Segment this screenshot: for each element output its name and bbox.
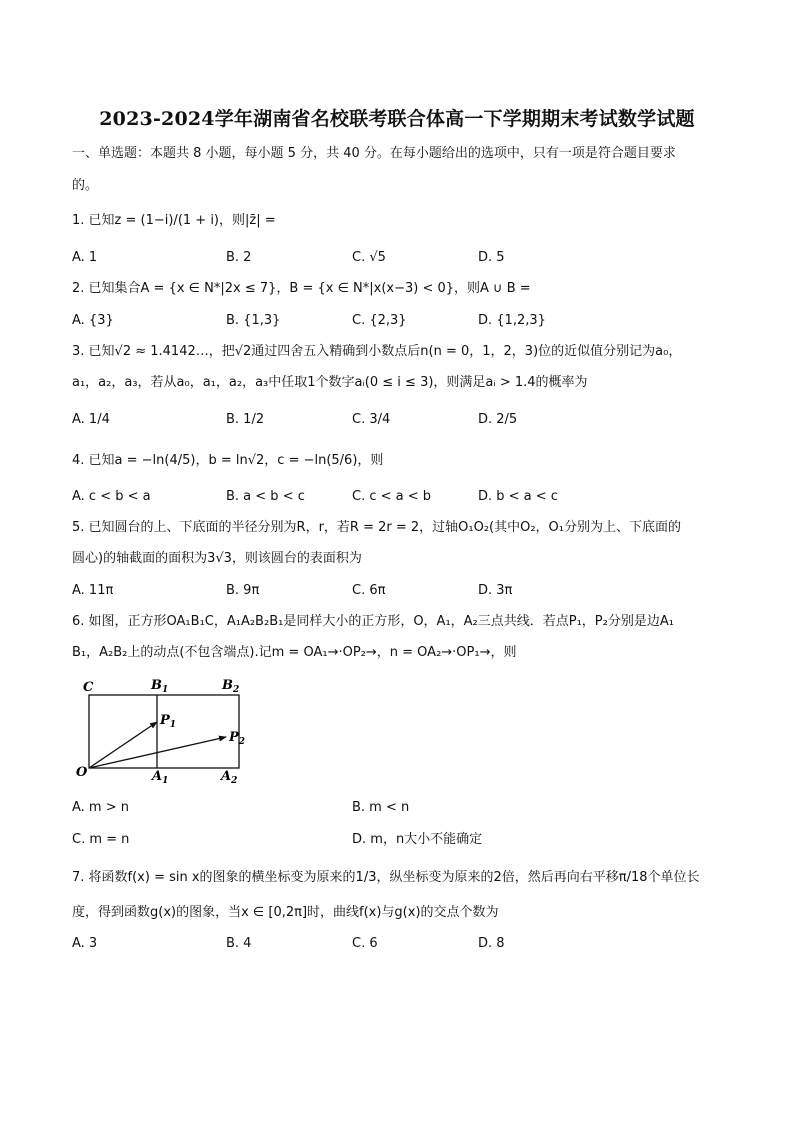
question-1-options <box>72 248 732 268</box>
question-7-stem-line1: 7. 将函数f(x) = sin x的图象的横坐标变为原来的1/3，纵坐标变为原来的2倍，然后再向右平移π/18个单位长 <box>72 870 700 885</box>
label-c: C <box>83 680 94 695</box>
q6-option-a: A. m > n <box>72 800 129 815</box>
question-3-stem-line1: 3. 已知√2 ≈ 1.4142…，把√2通过四舍五入精确到小数点后n(n = 0，1，2，3)位的近似值分别记为a₀， <box>72 344 682 359</box>
label-b2: $B_2$ <box>222 678 240 695</box>
q1-option-b: B. 2 <box>226 250 252 265</box>
label-o: O <box>76 765 88 780</box>
q7-option-d: D. 8 <box>478 936 505 951</box>
q4-option-a: A. c < b < a <box>72 489 151 504</box>
q2-option-b: B. {1,3} <box>226 313 281 328</box>
q1-option-c: C. √5 <box>352 250 386 265</box>
q4-option-d: D. b < a < c <box>478 489 558 504</box>
q5-option-a: A. 11π <box>72 583 114 598</box>
question-7-options <box>72 934 732 954</box>
q7-option-a: A. 3 <box>72 936 98 951</box>
q3-option-b: B. 1/2 <box>226 412 265 427</box>
q2-option-a: A. {3} <box>72 313 114 328</box>
question-3-stem-line2: a₁，a₂，a₃，若从a₀，a₁，a₂，a₃中任取1个数字aᵢ(0 ≤ i ≤ 3)，则满足aᵢ > 1.4的概率为 <box>72 375 588 390</box>
q6-option-d: D. m，n大小不能确定 <box>352 832 483 847</box>
label-a2: $A_2$ <box>221 769 238 786</box>
squares-figure <box>72 672 252 787</box>
q7-option-c: C. 6 <box>352 936 378 951</box>
q1-option-d: D. 5 <box>478 250 505 265</box>
section-header: 一、单选题：本题共 8 小题，每小题 5 分，共 40 分。在每小题给出的选项中，只有一项是符合题目要求 <box>72 146 676 161</box>
question-2-stem: 2. 已知集合A = {x ∈ N*|2x ≤ 7}，B = {x ∈ N*|x(x−3) < 0}，则A ∪ B = <box>72 281 531 296</box>
q1-option-a: A. 1 <box>72 250 98 265</box>
q5-option-c: C. 6π <box>352 583 386 598</box>
question-2-options <box>72 311 732 331</box>
section-header-cont: 的。 <box>72 178 99 193</box>
question-1-stem: 1. 已知z = (1−i)/(1 + i)，则|z̄| = <box>72 213 276 228</box>
question-6-stem-line1: 6. 如图，正方形OA₁B₁C，A₁A₂B₂B₁是同样大小的正方形，O，A₁，A₂三点共线．若点P₁，P₂分别是边A₁ <box>72 614 674 629</box>
outer-rectangle <box>89 695 239 768</box>
question-6-options-row1 <box>72 798 732 818</box>
page-title: 2023-2024学年湖南省名校联考联合体高一下学期期末考试数学试题 <box>99 108 695 130</box>
question-4-stem: 4. 已知a = −ln(4/5)，b = ln√2，c = −ln(5/6)，则 <box>72 453 384 468</box>
q3-option-c: C. 3/4 <box>352 412 391 427</box>
q7-option-b: B. 4 <box>226 936 252 951</box>
vector-op1 <box>89 722 157 768</box>
question-6-options-row2 <box>72 830 732 850</box>
q2-option-c: C. {2,3} <box>352 313 407 328</box>
label-p1: $P_1$ <box>160 713 177 730</box>
question-4-options <box>72 487 732 507</box>
q3-option-d: D. 2/5 <box>478 412 518 427</box>
q4-option-c: C. c < a < b <box>352 489 432 504</box>
question-5-options <box>72 581 732 601</box>
q2-option-d: D. {1,2,3} <box>478 313 546 328</box>
label-p2: $P_2$ <box>229 730 246 747</box>
question-3-options <box>72 410 732 430</box>
q5-option-d: D. 3π <box>478 583 513 598</box>
label-b1: $B_1$ <box>151 678 169 695</box>
q6-option-c: C. m = n <box>72 832 130 847</box>
q5-option-b: B. 9π <box>226 583 260 598</box>
question-5-stem-line1: 5. 已知圆台的上、下底面的半径分别为R，r，若R = 2r = 2，过轴O₁O₂(其中O₂，O₁分别为上、下底面的 <box>72 520 681 535</box>
question-6-stem-line2: B₁，A₂B₂上的动点(不包含端点).记m = OA₁→·OP₂→，n = OA₂→·OP₁→，则 <box>72 645 517 660</box>
q6-option-b: B. m < n <box>352 800 410 815</box>
question-5-stem-line2: 圆心)的轴截面的面积为3√3，则该圆台的表面积为 <box>72 551 362 566</box>
q4-option-b: B. a < b < c <box>226 489 305 504</box>
q3-option-a: A. 1/4 <box>72 412 110 427</box>
label-a1: $A_1$ <box>152 769 169 786</box>
question-7-stem-line2: 度，得到函数g(x)的图象，当x ∈ [0,2π]时，曲线f(x)与g(x)的交点个数为 <box>72 905 499 920</box>
